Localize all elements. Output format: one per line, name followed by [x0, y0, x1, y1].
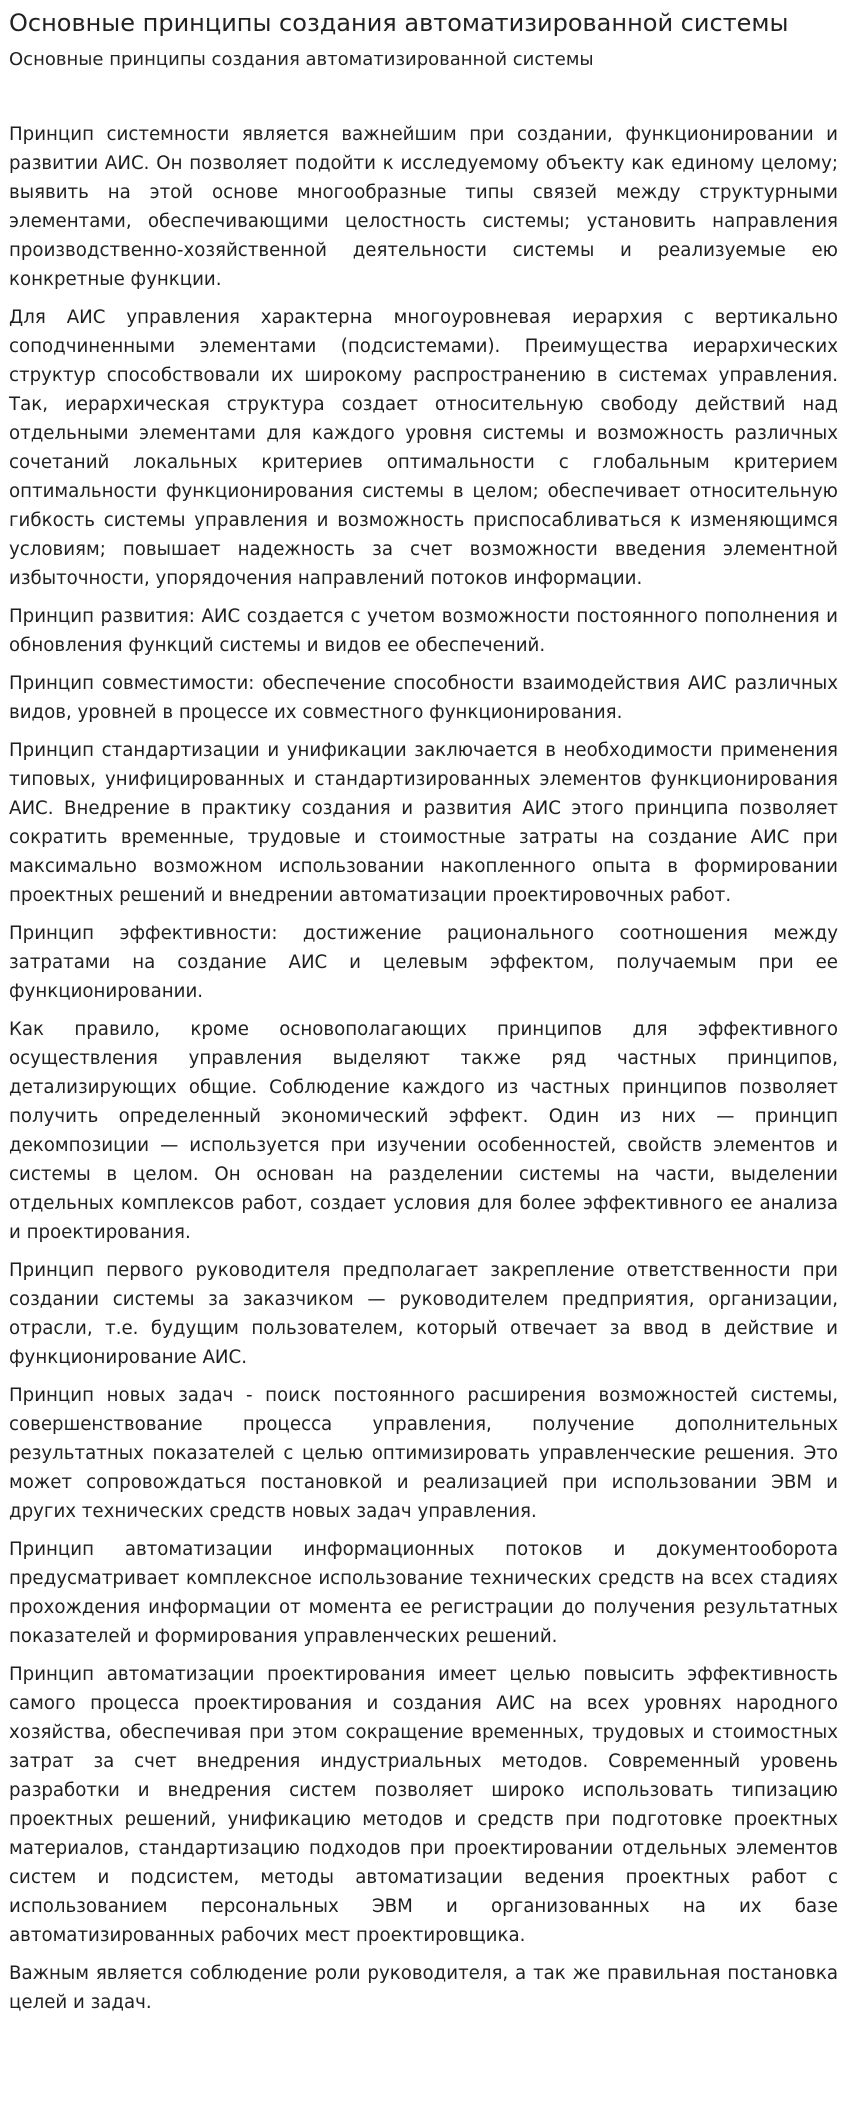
article-body: [9, 120, 838, 2017]
paragraph-systemness: Принцип системности является важнейшим при создании, функционировании и развитии АИС. Он позволяет подойти к исследуемому объекту как единому целому; выявить на этой основе многообразные типы связей между структурными элементами, обеспечивающими целостность системы; установить направления производственно-хозяйственной деятельности системы и реализуемые ею конкретные функции.: [9, 124, 838, 290]
page-subtitle: Основные принципы создания автоматизированной системы: [9, 49, 594, 70]
paragraph-first-manager: Принцип первого руководителя предполагает закрепление ответственности при создании системы за заказчиком — руководителем предприятия, организации, отрасли, т.е. будущим пользователем, который отвечает за ввод в действие и функционирование АИС.: [9, 1260, 838, 1368]
paragraph-private-principles: Как правило, кроме основополагающих принципов для эффективного осуществления управления выделяют также ряд частных принципов, детализирующих общие. Соблюдение каждого из частных принципов позволяет получить определенный экономический эффект. Один из них — принцип декомпозиции — используется при изучении особенностей, свойств элементов и системы в целом. Он основан на разделении системы на части, выделении отдельных комплексов работ, создает условия для более эффективного ее анализа и проектирования.: [9, 1019, 838, 1243]
paragraph-standardization: Принцип стандартизации и унификации заключается в необходимости применения типовых, унифицированных и стандартизированных элементов функционирования АИС. Внедрение в практику создания и развития АИС этого принципа позволяет сократить временные, трудовые и стоимостные затраты на создание АИС при максимально возможном использовании накопленного опыта в формировании проектных решений и внедрении автоматизации проектировочных работ.: [9, 740, 838, 906]
paragraph-compatibility: Принцип совместимости: обеспечение способности взаимодействия АИС различных видов, уровней в процессе их совместного функционирования.: [9, 673, 838, 723]
paragraph-manager-role: Важным является соблюдение роли руководителя, а так же правильная постановка целей и задач.: [9, 1963, 838, 2013]
paragraph-hierarchy: Для АИС управления характерна многоуровневая иерархия с вертикально соподчиненными элементами (подсистемами). Преимущества иерархических структур способствовали их широкому распространению в системах управления. Так, иерархическая структура создает относительную свободу действий над отдельными элементами для каждого уровня системы и возможность различных сочетаний локальных критериев оптимальности с глобальным критерием оптимальности функционирования системы в целом; обеспечивает относительную гибкость системы управления и возможность приспосабливаться к изменяющимся условиям; повышает надежность за счет возможности введения элементной избыточности, упорядочения направлений потоков информации.: [9, 307, 838, 589]
paragraph-new-tasks: Принцип новых задач - поиск постоянного расширения возможностей системы, совершенствование процесса управления, получение дополнительных результатных показателей с целью оптимизировать управленческие решения. Это может сопровождаться постановкой и реализацией при использовании ЭВМ и других технических средств новых задач управления.: [9, 1385, 838, 1522]
paragraph-information-flows: Принцип автоматизации информационных потоков и документооборота предусматривает комплексное использование технических средств на всех стадиях прохождения информации от момента ее регистрации до получения результатных показателей и формирования управленческих решений.: [9, 1539, 838, 1647]
paragraph-design-automation: Принцип автоматизации проектирования имеет целью повысить эффективность самого процесса проектирования и создания АИС на всех уровнях народного хозяйства, обеспечивая при этом сокращение временных, трудовых и стоимостных затрат за счет внедрения индустриальных методов. Современный уровень разработки и внедрения систем позволяет широко использовать типизацию проектных решений, унификацию методов и средств при подготовке проектных материалов, стандартизацию подходов при проектировании отдельных элементов систем и подсистем, методы автоматизации ведения проектных работ с использованием персональных ЭВМ и организованных на их базе автоматизированных рабочих мест проектировщика.: [9, 1664, 838, 1946]
paragraph-development: Принцип развития: АИС создается с учетом возможности постоянного пополнения и обновления функций системы и видов ее обеспечений.: [9, 606, 838, 656]
page-title: Основные принципы создания автоматизированной системы: [9, 9, 789, 37]
paragraph-efficiency: Принцип эффективности: достижение рационального соотношения между затратами на создание АИС и целевым эффектом, получаемым при ее функционировании.: [9, 923, 838, 1002]
